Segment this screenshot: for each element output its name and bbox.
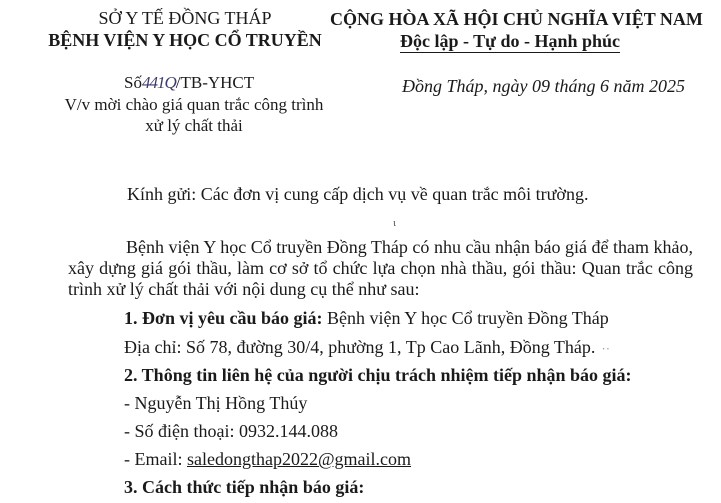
stray-mark: ι [393, 217, 396, 229]
contact-email-link[interactable]: saledongthap2022@gmail.com [186, 449, 412, 469]
document-subject: V/v mời chào giá quan trắc công trình xử lý chất thải [64, 95, 324, 135]
organization-name: BỆNH VIỆN Y HỌC CỔ TRUYỀN [48, 30, 322, 50]
address-line [124, 337, 610, 358]
country-name: CỘNG HÒA XÃ HỘI CHỦ NGHĨA VIỆT NAM [330, 9, 703, 29]
document-number-handwritten: 441Q [141, 73, 176, 92]
section-1-heading: 1. Đơn vị yêu cầu báo giá: [124, 308, 323, 328]
section-2-heading: 2. Thông tin liên hệ của người chịu trách nhiệm tiếp nhận báo giá: [124, 365, 632, 385]
national-motto [330, 8, 703, 53]
document-number-suffix: /TB-YHCT [175, 73, 255, 92]
section-1-value: Bệnh viện Y học Cổ truyền Đồng Tháp [322, 308, 609, 328]
contact-phone: - Số điện thoại: 0932.144.088 [124, 421, 338, 441]
document-number [124, 73, 254, 93]
recipient-greeting: Kính gửi: Các đơn vị cung cấp dịch vụ về quan trắc môi trường. [127, 184, 589, 204]
address-text: Địa chỉ: Số 78, đường 30/4, phường 1, Tp Cao Lãnh, Đồng Tháp. [124, 337, 596, 357]
section-3-heading: 3. Cách thức tiếp nhận báo giá: [124, 477, 365, 497]
section-1 [124, 308, 609, 329]
contact-email-line [124, 449, 411, 470]
contact-name: - Nguyễn Thị Hồng Thúy [124, 393, 308, 413]
document-date: Đồng Tháp, ngày 09 tháng 6 năm 2025 [402, 76, 685, 96]
intro-paragraph: Bệnh viện Y học Cổ truyền Đồng Tháp có nhu cầu nhận báo giá để tham khảo, xây dựng giá gói thầu, làm cơ sở tổ chức lựa chọn nhà thầu, gói thầu: Quan trắc công trình xử lý chất thải với nội dung cụ thể như sau: [68, 237, 693, 299]
document-number-prefix: Số [124, 73, 142, 92]
issuing-organization [40, 8, 330, 51]
contact-email-prefix: - Email: [124, 449, 187, 469]
motto-slogan: Độc lập - Tự do - Hạnh phúc [399, 31, 621, 51]
parent-department: SỞ Y TẾ ĐỒNG THÁP [98, 8, 272, 28]
smudge-mark: ·· [601, 341, 611, 356]
